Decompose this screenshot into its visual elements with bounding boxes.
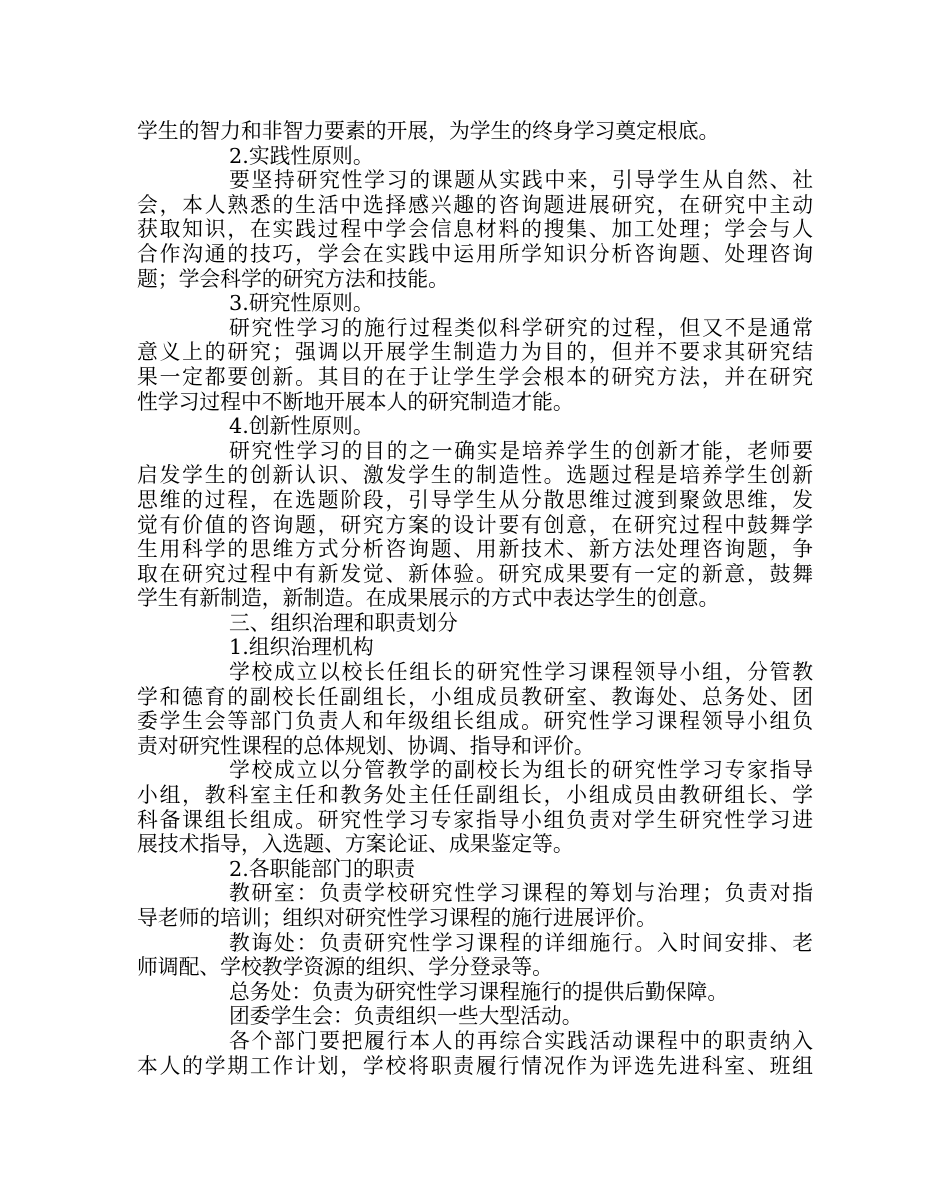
text-line: 本人的学期工作计划，学校将职责履行情况作为评选先进科室、班组	[137, 1053, 813, 1078]
text-line: 合作沟通的技巧，学会在实践中运用所学知识分析咨询题、处理咨询	[137, 241, 813, 266]
text-line: 总务处：负责为研究性学习课程施行的提供后勤保障。	[229, 979, 729, 1004]
text-line: 教诲处：负责研究性学习课程的详细施行。入时间安排、老	[229, 930, 813, 955]
text-line: 觉有价值的咨询题，研究方案的设计要有创意，在研究过程中鼓舞学	[137, 512, 813, 537]
text-line: 启发学生的创新认识、激发学生的制造性。选题过程是培养学生创新	[137, 463, 813, 488]
text-line: 果一定都要创新。其目的在于让学生学会根本的研究方法，并在研究	[137, 364, 813, 389]
text-line: 生用科学的思维方式分析咨询题、用新技术、新方法处理咨询题，争	[137, 537, 813, 562]
text-line: 研究性学习的施行过程类似科学研究的过程，但又不是通常	[229, 315, 813, 340]
text-line: 学校成立以分管教学的副校长为组长的研究性学习专家指导	[229, 758, 813, 783]
text-line: 1.组织治理机构	[229, 635, 374, 660]
text-line: 获取知识，在实践过程中学会信息材料的搜集、加工处理；学会与人	[137, 217, 813, 242]
text-line: 师调配、学校教学资源的组织、学分登录等。	[137, 955, 553, 980]
text-line: 学校成立以校长任组长的研究性学习课程领导小组，分管教	[229, 660, 813, 685]
text-line: 学和德育的副校长任副组长，小组成员教研室、教诲处、总务处、团	[137, 684, 813, 709]
document-page	[137, 119, 813, 1078]
text-line: 各个部门要把履行本人的再综合实践活动课程中的职责纳入	[229, 1028, 813, 1053]
text-line: 会，本人熟悉的生活中选择感兴趣的咨询题进展研究，在研究中主动	[137, 192, 813, 217]
text-line: 2.实践性原则。	[229, 143, 374, 168]
text-line: 3.研究性原则。	[229, 291, 374, 316]
text-line: 学生有新制造，新制造。在成果展示的方式中表达学生的创意。	[137, 586, 720, 611]
text-line: 题；学会科学的研究方法和技能。	[137, 266, 449, 291]
text-line: 团委学生会：负责组织一些大型活动。	[229, 1004, 583, 1029]
text-line: 科备课组长组成。研究性学习专家指导小组负责对学生研究性学习进	[137, 807, 813, 832]
text-line: 教研室：负责学校研究性学习课程的筹划与治理；负责对指	[229, 881, 813, 906]
text-line: 4.创新性原则。	[229, 414, 374, 439]
text-line: 委学生会等部门负责人和年级组长组成。研究性学习课程领导小组负	[137, 709, 813, 734]
text-line: 学生的智力和非智力要素的开展，为学生的终身学习奠定根底。	[137, 119, 720, 143]
text-line: 小组，教科室主任和教务处主任任副组长，小组成员由教研组长、学	[137, 783, 813, 808]
text-line: 性学习过程中不断地开展本人的研究制造才能。	[137, 389, 574, 414]
text-line: 要坚持研究性学习的课题从实践中来，引导学生从自然、社	[229, 168, 813, 193]
text-line: 展技术指导，入选题、方案论证、成果鉴定等。	[137, 832, 574, 857]
text-line: 三、组织治理和职责划分	[229, 610, 458, 635]
text-line: 责对研究性课程的总体规划、协调、指导和评价。	[137, 733, 595, 758]
text-line: 研究性学习的目的之一确实是培养学生的创新才能，老师要	[229, 438, 813, 463]
text-line: 意义上的研究；强调以开展学生制造力为目的，但并不要求其研究结	[137, 340, 813, 365]
text-line: 取在研究过程中有新发觉、新体验。研究成果要有一定的新意，鼓舞	[137, 561, 813, 586]
text-line: 2.各职能部门的职责	[229, 856, 416, 881]
text-line: 思维的过程，在选题阶段，引导学生从分散思维过渡到聚敛思维，发	[137, 487, 813, 512]
text-line: 导老师的培训；组织对研究性学习课程的施行进展评价。	[137, 906, 657, 930]
